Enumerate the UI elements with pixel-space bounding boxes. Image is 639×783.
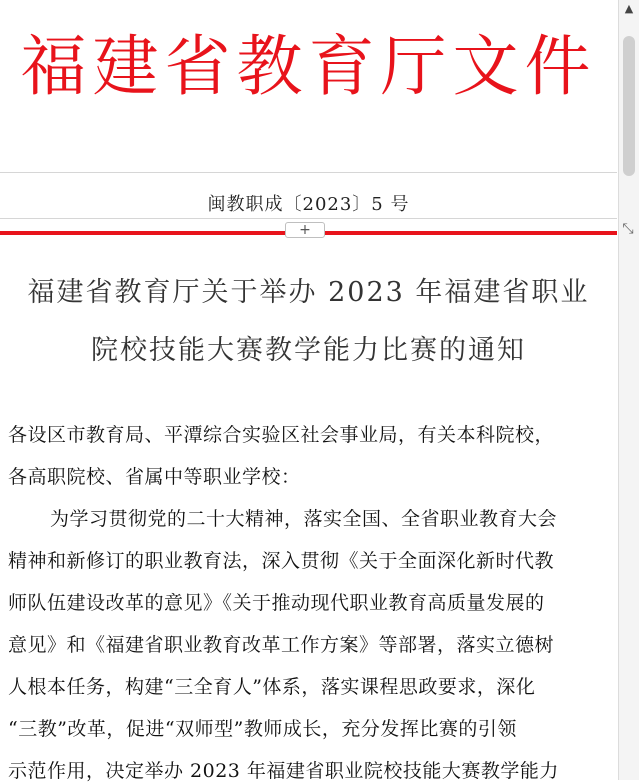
body-paragraph-line: 示范作用，决定举办 2023 年福建省职业院校技能大赛教学能力 — [8, 760, 559, 782]
body-paragraph-line: 人根本任务，构建“三全育人”体系，落实课程思政要求，深化 — [8, 676, 536, 698]
add-section-button[interactable]: + — [285, 222, 325, 238]
notice-title-line-2: 院校技能大赛教学能力比赛的通知 — [91, 335, 526, 366]
header-divider — [0, 172, 617, 173]
body-paragraph-line: “三教”改革，促进“双师型”教师成长，充分发挥比赛的引领 — [8, 718, 517, 740]
recipients-line-2: 各高职院校、省属中等职业学校： — [8, 466, 301, 488]
recipients-line-1: 各设区市教育局、平潭综合实验区社会事业局，有关本科院校， — [8, 424, 555, 446]
vertical-scrollbar[interactable] — [618, 0, 639, 780]
body-paragraph-line: 师队伍建设改革的意见》《关于推动现代职业教育高质量发展的 — [8, 592, 545, 614]
document-header-title: 福建省教育厅文件 — [20, 28, 597, 105]
section-divider — [0, 218, 617, 219]
body-paragraph-line: 精神和新修订的职业教育法，深入贯彻《关于全面深化新时代教 — [8, 550, 555, 572]
body-paragraph-line: 为学习贯彻党的二十大精神，落实全国、全省职业教育大会 — [50, 508, 558, 530]
notice-title-line-1: 福建省教育厅关于举办 2023 年福建省职业 — [27, 277, 590, 308]
document-number: 闽教职成〔2023〕5 号 — [207, 194, 410, 215]
expand-resize-icon[interactable]: ⤡ — [622, 221, 634, 237]
scroll-up-arrow-icon[interactable]: ▲ — [624, 2, 634, 15]
body-paragraph-line: 意见》和《福建省职业教育改革工作方案》等部署，落实立德树 — [8, 634, 555, 656]
scrollbar-thumb[interactable] — [623, 36, 635, 176]
